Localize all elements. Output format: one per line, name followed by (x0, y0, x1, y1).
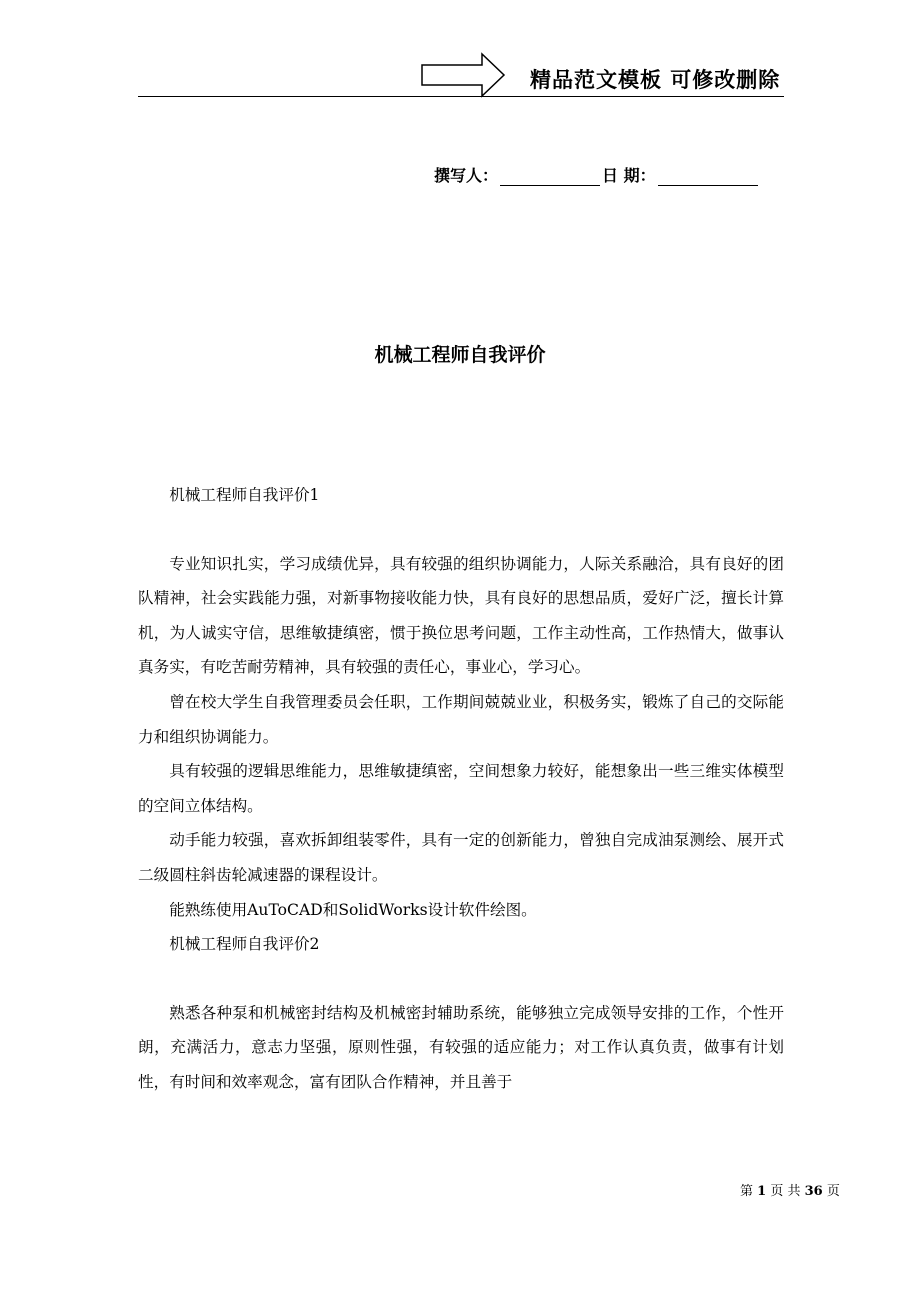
paragraph: 熟悉各种泵和机械密封结构及机械密封辅助系统，能够独立完成领导安排的工作，个性开朗，充满活力，意志力坚强，原则性强，有较强的适应能力；对工作认真负责，做事有计划性，有时间和效率观念，富有团队合作精神，并且善于 (138, 1003, 784, 1091)
blank-line (138, 962, 784, 996)
arrow-right-icon (420, 52, 506, 98)
document-title: 机械工程师自我评价 (374, 344, 546, 366)
document-body (138, 478, 784, 1100)
header-title: 精品范文模板 可修改删除 (530, 68, 781, 92)
date-blank (658, 167, 758, 186)
footer-middle: 页 共 (770, 1184, 801, 1199)
author-blank (500, 167, 600, 186)
total-pages-number: 36 (804, 1184, 823, 1199)
author-label: 撰写人： (434, 166, 499, 185)
date-label: 日 期： (602, 166, 656, 185)
header-divider (138, 96, 784, 97)
section-heading-2: 机械工程师自我评价2 (169, 935, 320, 954)
current-page-number: 1 (757, 1184, 767, 1199)
blank-line (138, 513, 784, 547)
paragraph: 具有较强的逻辑思维能力，思维敏捷缜密，空间想象力较好，能想象出一些三维实体模型的空间立体结构。 (138, 762, 784, 815)
paragraph: 曾在校大学生自我管理委员会任职，工作期间兢兢业业，积极务实，锻炼了自己的交际能力和组织协调能力。 (138, 692, 784, 746)
section-heading-1: 机械工程师自我评价1 (169, 486, 320, 504)
page-footer (740, 1180, 870, 1199)
paragraph: 能熟练使用AuToCAD和SolidWorks设计软件绘图。 (169, 900, 537, 919)
author-date-line (434, 160, 760, 186)
footer-suffix: 页 (826, 1184, 840, 1199)
paragraph: 专业知识扎实，学习成绩优异，具有较强的组织协调能力，人际关系融洽，具有良好的团队精神，社会实践能力强，对新事物接收能力快，具有良好的思想品质，爱好广泛，擅长计算机，为人诚实守信，思维敏捷缜密，惯于换位思考问题，工作主动性高，工作热情大，做事认真务实，有吃苦耐劳精神，具有较强的责任心，事业心，学习心。 (138, 554, 784, 677)
paragraph: 动手能力较强，喜欢拆卸组装零件，具有一定的创新能力，曾独自完成油泵测绘、展开式二级圆柱斜齿轮减速器的课程设计。 (138, 831, 784, 884)
footer-prefix: 第 (740, 1184, 754, 1199)
